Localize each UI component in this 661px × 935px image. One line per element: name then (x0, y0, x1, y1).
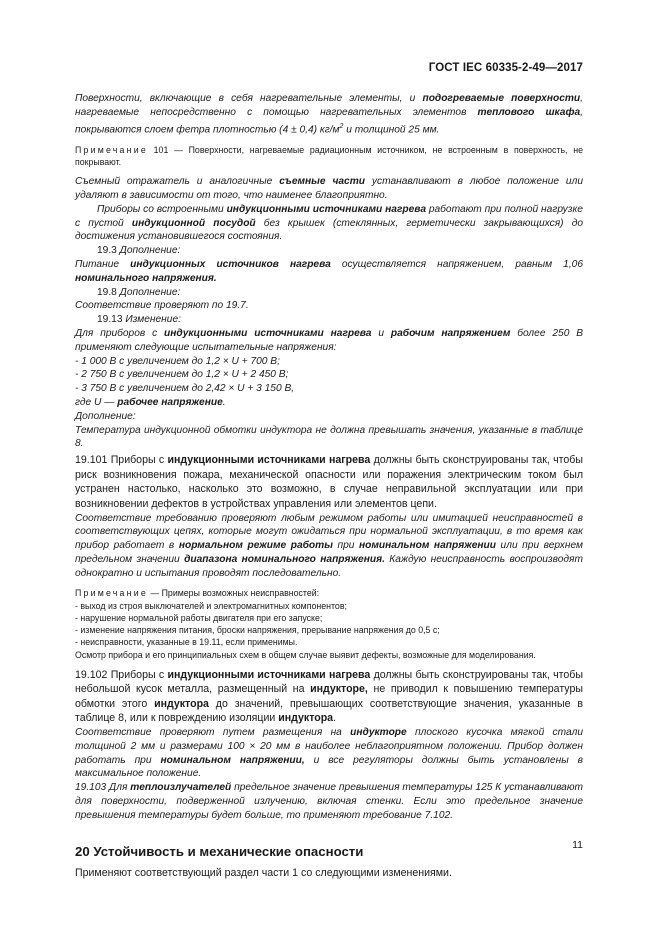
text: при (332, 540, 359, 552)
clause-19-102 (75, 668, 583, 726)
term: диапазона номинального напряжения. (184, 553, 385, 565)
text: 19.101 Приборы с (75, 454, 168, 467)
text: не приводил к повышению температуры обмотки этого (75, 683, 583, 710)
text: Для приборов с (75, 327, 165, 339)
term: индукторе (350, 727, 407, 739)
clause-19-8 (75, 286, 583, 300)
voltage-item: - 3 750 В с увеличением до 2,42 × U + 3 150 В, (75, 383, 295, 395)
text: 19.103 Для (75, 782, 131, 794)
text: предельное значение превышения температуры 125 К устанавливают для поверхности, подверженной излучению, включая стенки. Если это предельное значение превышения температуры будет больше, то применяют требование 7.102. (75, 782, 583, 821)
term: рабочим напряжением (390, 327, 511, 339)
term: номинальном напряжении, (160, 754, 305, 766)
note-item: - неисправности, указанные в 19.11, если применимы. (75, 637, 298, 648)
where-line (75, 396, 583, 410)
text: более 250 В применяют следующие испытательные напряжения: (75, 327, 584, 353)
section-20-title: 20 Устойчивость и механические опасности (75, 843, 364, 859)
term: рабочее напряжение (117, 396, 223, 408)
term: теплоизлучателей (130, 782, 232, 794)
text: Съемный отражатель и аналогичные (75, 176, 280, 188)
clause-number: 19.3 (97, 245, 117, 257)
text: Соответствие требованию проверяют любым режимом работы или имитацией неисправностей в соответствующих цепях, которые могут ожидаться при нормальной эксплуатации, в то время как прибор работает в (75, 512, 583, 552)
note-faults (75, 587, 583, 660)
note-item: - нарушение нормальной работы двигателя при его запуске; (75, 612, 323, 623)
paragraph-reflector (75, 175, 583, 203)
text: и (371, 327, 391, 339)
text: . (222, 396, 226, 408)
note-label: Примечание (75, 144, 148, 155)
note-text: — Примеры возможных неисправностей: (147, 588, 320, 599)
text: , нагреваемые непосредственно с помощью нагревательных элементов (75, 93, 583, 118)
text: работают при полной нагрузке с пустой (75, 203, 583, 229)
text: Питание (75, 258, 131, 270)
paragraph-steel-test (75, 726, 583, 781)
paragraph-fault-simulation (75, 512, 583, 581)
text: Поверхности, включающие в себя нагревательные элементы, и (75, 93, 423, 104)
term: индукторе, (310, 683, 368, 696)
term: индуктора (154, 697, 209, 710)
text: осуществляется напряжением, равным 1,06 (330, 258, 584, 270)
note-label: Примечание (75, 588, 148, 599)
clause-label: Изменение: (125, 314, 181, 326)
paragraph-compliance-19-7: Соответствие проверяют по 19.7. (75, 300, 249, 312)
page-body (75, 92, 583, 881)
page-number: 11 (572, 839, 583, 851)
paragraph-surfaces (75, 92, 583, 137)
text: и все регуляторы должны быть установлены в максимальное положение. (75, 754, 583, 780)
text: 19.102 Приборы с (75, 668, 168, 681)
note-item: - выход из строя выключателей и электромагнитных компонентов; (75, 600, 347, 611)
clause-number: 19.13 (97, 314, 123, 326)
note-intro (75, 587, 583, 599)
term: индукционными источниками нагрева (167, 668, 371, 681)
text: устанавливают в любое положение или удаляют в зависимости от того, что наименее благоприятно. (75, 176, 584, 201)
voltage-item: - 2 750 В с увеличением до 1,2 × U + 2 450 В; (75, 369, 289, 381)
clause-label: Дополнение: (119, 245, 181, 257)
term: теплового шкафа (477, 106, 581, 118)
term: съемные части (279, 176, 365, 188)
text: . (333, 712, 337, 725)
superscript: 2 (339, 122, 344, 130)
text: Соответствие проверяют путем размещения на (75, 727, 351, 739)
clause-label: Дополнение: (119, 286, 181, 298)
text: и толщиной 25 мм. (343, 123, 440, 135)
term: индукционными источниками нагрева (226, 203, 426, 215)
term: номинального напряжения. (75, 272, 217, 284)
addition-label: Дополнение: (75, 410, 136, 422)
term: индукционной посудой (131, 217, 256, 229)
text: или при верхнем предельном значении (75, 540, 583, 565)
note-item: - изменение напряжения питания, броски напряжения, прерывание напряжения до 0,5 с; (75, 625, 440, 636)
text: должны быть сконструированы так, чтобы небольшой кусок металла, размещенный на (75, 668, 583, 696)
clause-number: 19.8 (97, 286, 117, 298)
voltage-item: - 1 000 В с увеличением до 1,2 × U + 700 В; (75, 355, 280, 367)
term: индукционных источников нагрева (130, 258, 331, 270)
paragraph-induction-devices (75, 203, 583, 244)
paragraph-temperature: Температура индукционной обмотки индуктора не должна превышать значения, указанные в таблице 8. (75, 424, 583, 450)
term: нормальном режиме работы (178, 540, 333, 552)
text: где U — (75, 396, 118, 408)
paragraph-test-voltages (75, 327, 583, 355)
note-tail: Осмотр прибора и его принципиальных схем в общем случае выявит дефекты, возможные для моделирования. (75, 649, 536, 660)
text: должны быть сконструированы так, чтобы риск возникновения пожара, механической опасности или поражения электрическим током был устранен настолько, насколько это возможно, в случае неправильной эксплуатации или при возникновении дефектов в устройствах управления или элементов цепи. (75, 454, 583, 510)
text: плоского кусочка мягкой стали толщиной 2 мм и размерами 100 × 20 мм в наиболее неблагоприятном положении. Прибор должен работать при (75, 727, 583, 766)
paragraph-supply (75, 258, 583, 286)
section-20-text: Применяют соответствующий раздел части 1 со следующими изменениями. (75, 867, 452, 880)
note-text: 101 — Поверхности, нагреваемые радиационным источником, не встроенным в поверхность, не покрывают. (75, 144, 583, 167)
term: индукционными источниками нагрева (164, 327, 372, 339)
term: подогреваемые поверхности (422, 93, 581, 104)
clause-19-3 (75, 244, 583, 258)
text: без крышек (стеклянных, герметически закрывающихся) до достижения установившегося состояния. (75, 217, 583, 243)
document-header: ГОСТ IEC 60335-2-49—2017 (428, 62, 583, 74)
text: , покрываются слоем фетра плотностью (4 ± 0,4) кг/м (75, 106, 583, 135)
note-101 (75, 144, 583, 168)
text: Каждую неисправность воспроизводят однократно и испытания проводят последовательно. (75, 553, 583, 579)
text: Приборы со встроенными (97, 203, 227, 215)
term: номинальном напряжении (358, 540, 496, 552)
clause-19-13 (75, 313, 583, 327)
clause-19-101 (75, 453, 583, 511)
text: до значений, превышающих соответствующие значения, указанные в таблице 8, или к повреждению изоляции (75, 697, 584, 725)
term: индукционными источниками нагрева (167, 454, 371, 467)
clause-19-103 (75, 781, 583, 822)
term: индуктора (278, 712, 334, 725)
